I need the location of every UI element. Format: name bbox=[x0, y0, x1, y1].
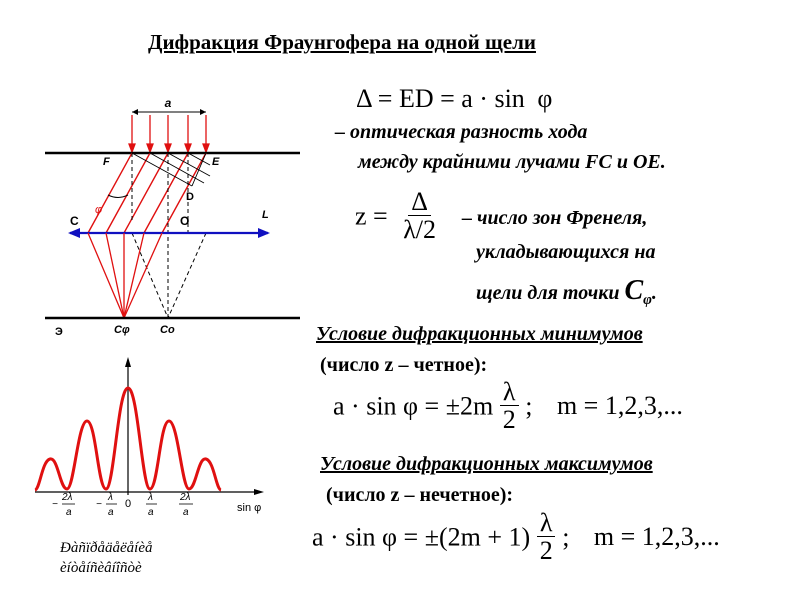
formula1-phi: φ bbox=[537, 84, 553, 113]
zone-count-text-3-prefix: щели для точки bbox=[476, 282, 620, 304]
lens-arrow-left bbox=[68, 228, 80, 238]
zone-count-text-3-suffix: . bbox=[651, 282, 657, 304]
minima-formula-lhs: a · sin φ = ±2m bbox=[333, 391, 494, 421]
tick-2-num: λ bbox=[108, 492, 113, 503]
minima-formula bbox=[333, 378, 683, 435]
minima-num: λ bbox=[500, 378, 519, 406]
graph-tick-labels bbox=[52, 492, 193, 518]
tick-4-num: 2λ bbox=[180, 492, 191, 503]
tick-2-sign: − bbox=[96, 499, 102, 510]
graph-axis-label: sin φ bbox=[237, 502, 262, 514]
graph-zero: 0 bbox=[125, 498, 132, 510]
minima-m-values: m = 1,2,3,... bbox=[556, 391, 683, 421]
tick-1-num: 2λ bbox=[62, 492, 73, 503]
tick-3-num: λ bbox=[148, 492, 153, 503]
intensity-graph bbox=[30, 355, 270, 535]
maxima-m-values: m = 1,2,3,... bbox=[593, 522, 720, 552]
label-L: L bbox=[262, 209, 269, 221]
tick-3-den: a bbox=[148, 507, 154, 518]
slit-diffraction-diagram bbox=[0, 90, 310, 350]
label-Co: Co bbox=[160, 324, 175, 336]
maxima-subheading: (число z – нечетное): bbox=[326, 484, 514, 506]
maxima-formula-lhs: a · sin φ = ±(2m + 1) bbox=[312, 522, 531, 552]
minima-den: 2 bbox=[502, 405, 516, 435]
fresnel-zone-formula bbox=[355, 188, 439, 245]
label-F: F bbox=[103, 156, 110, 168]
zone-count-text-1: – число зон Френеля, bbox=[462, 207, 648, 229]
formula2-fraction bbox=[400, 188, 439, 245]
zone-count-text-3 bbox=[476, 275, 657, 309]
minima-heading: Условие дифракционных минимумов bbox=[316, 323, 643, 345]
minima-subheading: (число z – четное): bbox=[320, 354, 488, 376]
label-E: E bbox=[212, 156, 220, 168]
path-difference-formula bbox=[356, 84, 552, 114]
tick-4-den: a bbox=[183, 507, 189, 518]
zone-count-point-sub: φ bbox=[643, 292, 652, 308]
label-a: a bbox=[164, 96, 172, 110]
incident-rays bbox=[129, 115, 209, 152]
formula1-lhs: Δ = ED = a · sin bbox=[356, 84, 525, 113]
maxima-num: λ bbox=[537, 509, 556, 537]
minima-semicolon: ; bbox=[525, 391, 533, 421]
formula2-num: Δ bbox=[408, 188, 431, 216]
maxima-formula bbox=[312, 509, 720, 566]
graph-caption-line-1: Ðàñïðåäåëåíèå bbox=[60, 540, 153, 556]
lens-arrow-right bbox=[258, 228, 270, 238]
minima-fraction bbox=[500, 378, 519, 435]
label-D: D bbox=[186, 191, 194, 203]
label-O: O bbox=[180, 214, 190, 228]
zone-count-point-c: C bbox=[624, 275, 644, 306]
maxima-fraction bbox=[537, 509, 556, 566]
page-title: Дифракция Фраунгофера на одной щели bbox=[148, 30, 536, 54]
label-Cphi: Cφ bbox=[114, 324, 130, 336]
formula2-den: λ/2 bbox=[403, 215, 437, 245]
path-difference-text-1: – оптическая разность хода bbox=[335, 121, 588, 143]
maxima-den: 2 bbox=[539, 536, 553, 566]
label-C: C bbox=[70, 214, 79, 228]
maxima-heading: Условие дифракционных максимумов bbox=[320, 453, 653, 475]
label-screen: Э bbox=[55, 326, 63, 338]
fresnel-zone-lines bbox=[132, 153, 210, 186]
formula2-lhs: z = bbox=[355, 201, 388, 231]
label-phi: φ bbox=[95, 204, 103, 216]
zone-count-text-2: укладывающихся на bbox=[476, 241, 656, 263]
graph-caption-line-2: èíòåíñèâíîñòè bbox=[60, 560, 142, 576]
tick-1-den: a bbox=[66, 507, 72, 518]
converging-rays bbox=[88, 233, 162, 318]
tick-2-den: a bbox=[108, 507, 114, 518]
tick-1-sign: − bbox=[52, 499, 58, 510]
path-difference-text-2: между крайними лучами FC и OE. bbox=[358, 151, 666, 173]
maxima-semicolon: ; bbox=[562, 522, 570, 552]
